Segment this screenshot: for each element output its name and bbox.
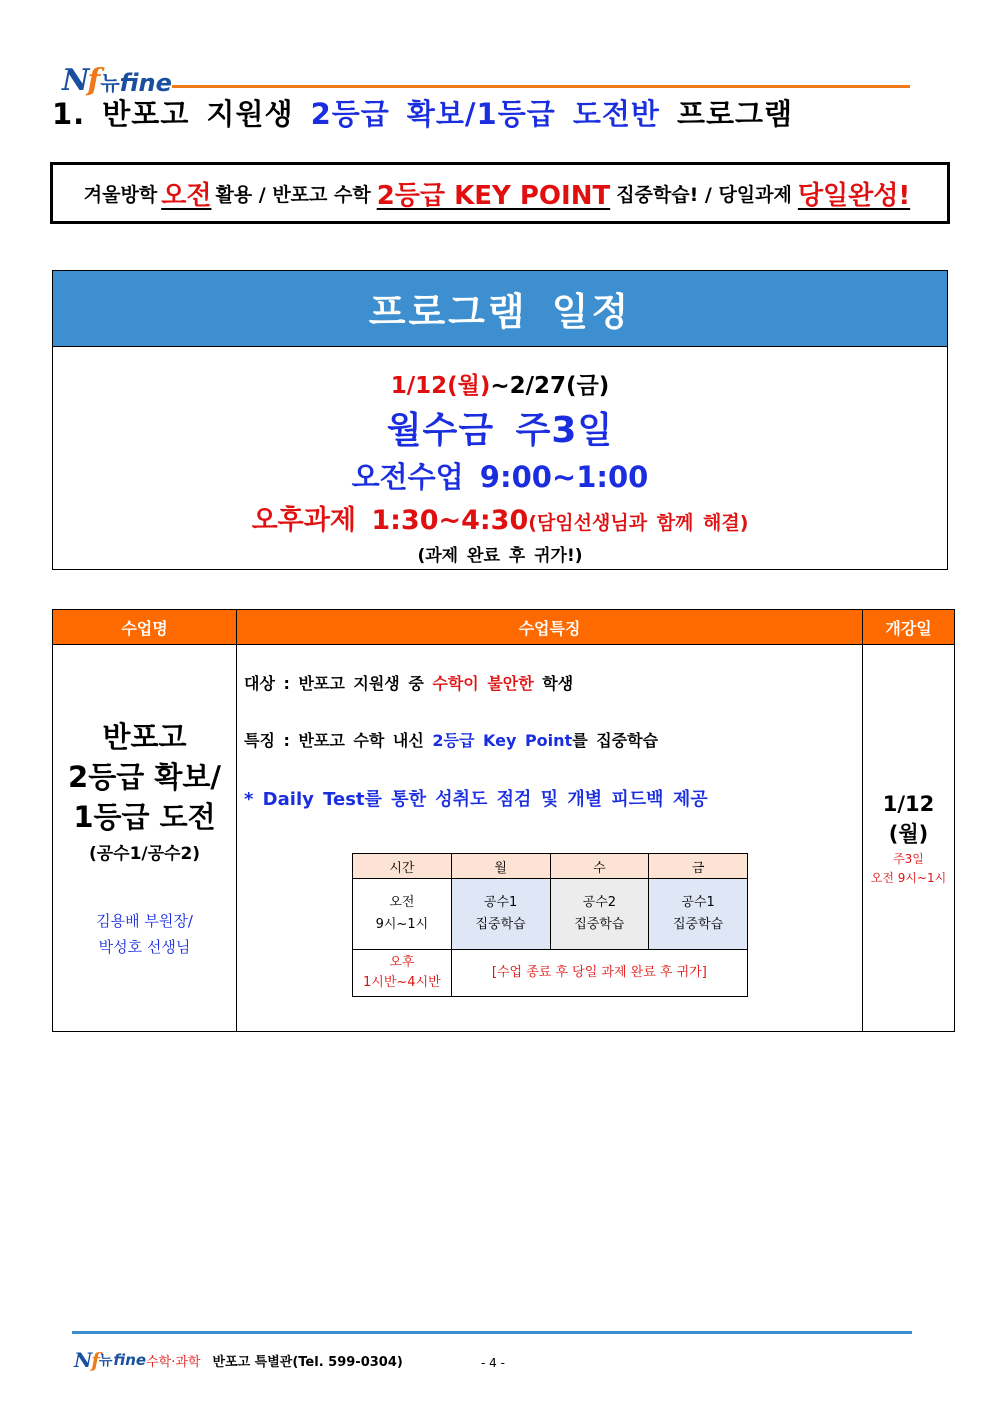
open-date: 1/12	[882, 792, 935, 816]
teacher-name: 김용배 부원장/	[96, 911, 193, 930]
timetable-header	[353, 854, 748, 879]
schedule-days: 월수금 주3일	[386, 410, 614, 451]
time-range: 1시반~4시반	[363, 975, 441, 990]
footer-subject: 수학·과학	[146, 1354, 201, 1370]
timetable-header-cell: 금	[649, 854, 748, 879]
feature-highlight: 수학이 불안한	[432, 674, 534, 693]
slogan-text-1: 겨울방학	[83, 183, 158, 206]
title-suffix: 프로그램	[676, 97, 794, 131]
class-subject: 공수1	[681, 895, 715, 910]
course-name-line: 1등급 도전	[73, 799, 216, 834]
feature-text: 특징 : 반포고 수학 내신	[244, 731, 424, 750]
pm-main: 오후과제 1:30~4:30	[251, 505, 529, 536]
schedule-body	[53, 367, 947, 566]
feature-target	[244, 671, 573, 694]
open-note: 주3일	[893, 852, 924, 866]
schedule-note: (과제 완료 후 귀가!)	[417, 546, 583, 566]
timetable-header-cell: 수	[550, 854, 649, 879]
class-type: 집중학습	[475, 917, 526, 932]
feature-daily-test: * Daily Test를 통한 성취도 점검 및 개별 피드백 제공	[244, 789, 708, 810]
schedule-dates	[53, 367, 947, 400]
page-number: - 4 -	[481, 1356, 505, 1370]
class-subject: 공수2	[582, 895, 617, 910]
slogan-highlight-2: 2등급 KEY POINT	[376, 180, 611, 211]
slogan-text-3: 집중학습! / 당일과제	[616, 183, 792, 206]
feature-cell	[237, 645, 863, 1032]
open-date-cell	[863, 645, 955, 1032]
time-label: 오후	[389, 955, 415, 970]
feature-text: 대상 : 반포고 지원생 중	[244, 674, 424, 693]
timetable-mon	[451, 879, 550, 950]
logo-fine: fine	[119, 69, 172, 97]
logo-korean: 뉴	[100, 71, 120, 95]
logo-mark: Nf	[62, 63, 99, 98]
feature-highlight: 2등급 Key Point	[432, 731, 573, 750]
brand-logo	[62, 60, 172, 96]
footer-divider	[72, 1331, 912, 1334]
slogan-text-2: 활용 / 반포고 수학	[215, 183, 371, 206]
header-course-feature: 수업특징	[237, 610, 863, 645]
header-course-name: 수업명	[53, 610, 237, 645]
timetable-pm-note: [수업 종료 후 당일 과제 완료 후 귀가]	[451, 950, 747, 997]
date-start: 1/12(월)	[390, 373, 491, 399]
feature-text: 를 집중학습	[572, 731, 659, 750]
timetable-row-pm	[353, 950, 748, 997]
header-open-date: 개강일	[863, 610, 955, 645]
schedule-heading: 프로그램 일정	[53, 271, 947, 347]
footer-logo-fine: fine	[113, 1351, 147, 1369]
timetable-header-cell: 월	[451, 854, 550, 879]
timetable-fri	[649, 879, 748, 950]
header-divider	[172, 85, 910, 88]
footer	[74, 1348, 403, 1372]
course-name	[53, 717, 236, 837]
schedule-am: 오전수업 9:00~1:00	[351, 460, 649, 494]
course-table	[52, 609, 955, 1032]
course-name-line: 2등급 확보/	[68, 759, 221, 794]
timetable	[352, 853, 748, 997]
title-highlight: 2등급 확보/1등급 도전반	[310, 97, 660, 131]
timetable-wed	[550, 879, 649, 950]
date-end: ~2/27(금)	[490, 373, 610, 399]
pm-note: (담임선생님과 함께 해결)	[528, 512, 749, 534]
course-subjects: (공수1/공수2)	[88, 843, 201, 864]
feature-text: 학생	[542, 674, 574, 693]
schedule-pm	[53, 498, 947, 537]
class-subject: 공수1	[483, 895, 518, 910]
timetable-row-am	[353, 879, 748, 950]
class-type: 집중학습	[673, 917, 724, 932]
slogan-highlight-3: 당일완성!	[797, 180, 911, 211]
schedule-box	[52, 270, 948, 570]
time-label: 오전	[389, 895, 415, 910]
time-range: 9시~1시	[375, 917, 429, 932]
footer-logo-korean: 뉴	[98, 1353, 113, 1369]
timetable-header-cell: 시간	[353, 854, 452, 879]
slogan-highlight-1: 오전	[161, 180, 212, 211]
table-row	[53, 645, 955, 1032]
course-cell	[53, 645, 237, 1032]
timetable-time-pm	[353, 950, 452, 997]
open-day: (월)	[888, 822, 929, 846]
title-prefix: 1. 반포고 지원생	[52, 97, 294, 131]
timetable-time-am	[353, 879, 452, 950]
class-type: 집중학습	[574, 917, 625, 932]
footer-branch: 반포고 특별관(Tel. 599-0304)	[212, 1354, 403, 1370]
footer-logo-mark: Nf	[74, 1348, 99, 1372]
course-name-line: 반포고	[102, 719, 187, 754]
teachers	[53, 908, 236, 960]
course-table-header	[53, 610, 955, 645]
slogan-box	[50, 162, 950, 224]
page-title	[52, 92, 793, 133]
open-note: 오전 9시~1시	[870, 871, 947, 885]
feature-description	[244, 728, 658, 751]
teacher-name: 박성호 선생님	[98, 937, 191, 956]
